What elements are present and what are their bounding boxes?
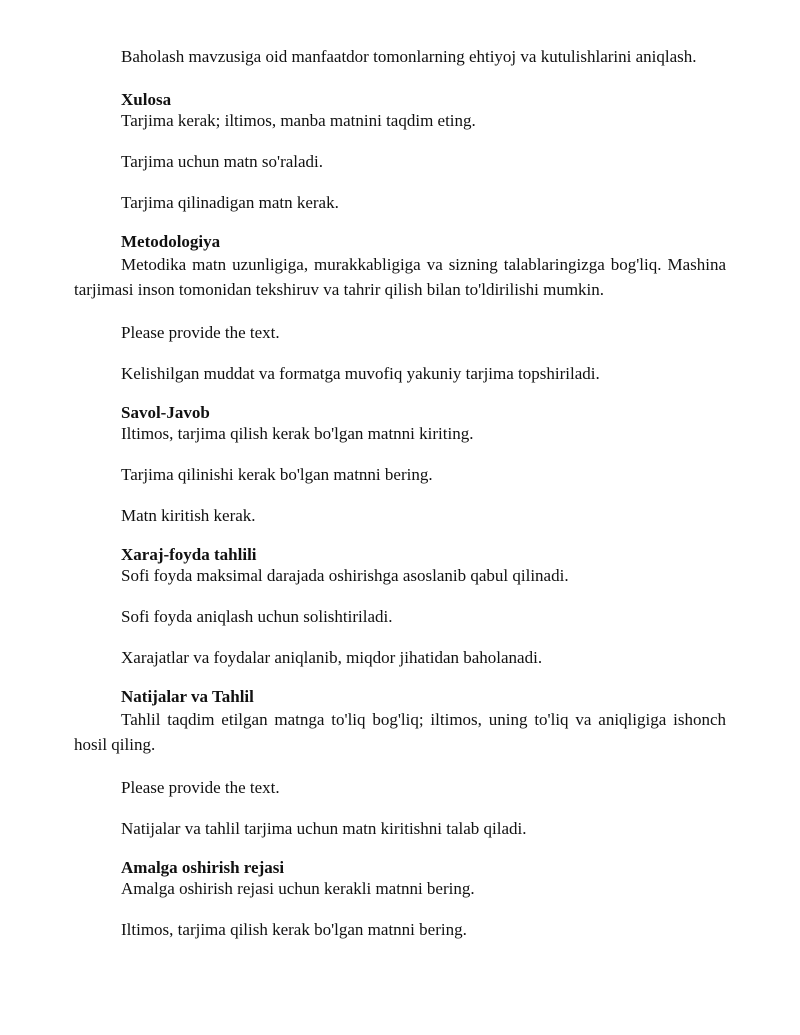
section-paragraph: Tarjima qilinishi kerak bo'lgan matnni bering. (121, 465, 433, 484)
section-paragraph: Please provide the text. (121, 778, 280, 797)
section-amalga-oshirish (74, 858, 726, 940)
section-paragraph: Amalga oshirish rejasi uchun kerakli matnni bering. (121, 879, 475, 898)
section-xaraj-foyda (74, 545, 726, 668)
section-paragraph: Iltimos, tarjima qilish kerak bo'lgan matnni kiriting. (121, 424, 474, 443)
section-paragraph: Metodika matn uzunligiga, murakkabligiga va sizning talablaringizga bog'liq. Mashina tarjimasi inson tomonidan tekshiruv va tahrir qilish bilan to'ldirilishi mumkin. (74, 255, 726, 299)
section-paragraph: Xarajatlar va foydalar aniqlanib, miqdor jihatidan baholanadi. (121, 648, 543, 667)
section-natijalar (74, 687, 726, 839)
section-paragraph: Tahlil taqdim etilgan matnga to'liq bog'liq; iltimos, uning to'liq va aniqligiga ishonch hosil qiling. (74, 710, 726, 754)
section-paragraph: Sofi foyda aniqlash uchun solishtiriladi. (121, 607, 393, 626)
document-page (74, 44, 726, 959)
section-paragraph: Kelishilgan muddat va formatga muvofiq yakuniy tarjima topshiriladi. (121, 364, 600, 383)
section-heading: Xulosa (121, 90, 172, 109)
intro-paragraph: Baholash mavzusiga oid manfaatdor tomonlarning ehtiyoj va kutulishlarini aniqlash. (121, 47, 697, 66)
section-paragraph: Natijalar va tahlil tarjima uchun matn kiritishni talab qiladi. (121, 819, 527, 838)
section-heading: Savol-Javob (121, 403, 210, 422)
section-heading: Amalga oshirish rejasi (121, 858, 285, 877)
section-paragraph: Tarjima uchun matn so'raladi. (121, 152, 324, 171)
section-xulosa (74, 90, 726, 213)
section-heading: Natijalar va Tahlil (121, 687, 254, 706)
section-savol-javob (74, 403, 726, 526)
section-paragraph: Sofi foyda maksimal darajada oshirishga asoslanib qabul qilinadi. (121, 566, 569, 585)
section-heading: Xaraj-foyda tahlili (121, 545, 257, 564)
section-metodologiya (74, 232, 726, 384)
section-paragraph: Tarjima kerak; iltimos, manba matnini taqdim eting. (121, 111, 476, 130)
section-paragraph: Tarjima qilinadigan matn kerak. (121, 193, 339, 212)
section-heading: Metodologiya (121, 232, 221, 251)
section-paragraph: Please provide the text. (121, 323, 280, 342)
section-paragraph: Matn kiritish kerak. (121, 506, 256, 525)
section-paragraph: Iltimos, tarjima qilish kerak bo'lgan matnni bering. (121, 920, 467, 939)
